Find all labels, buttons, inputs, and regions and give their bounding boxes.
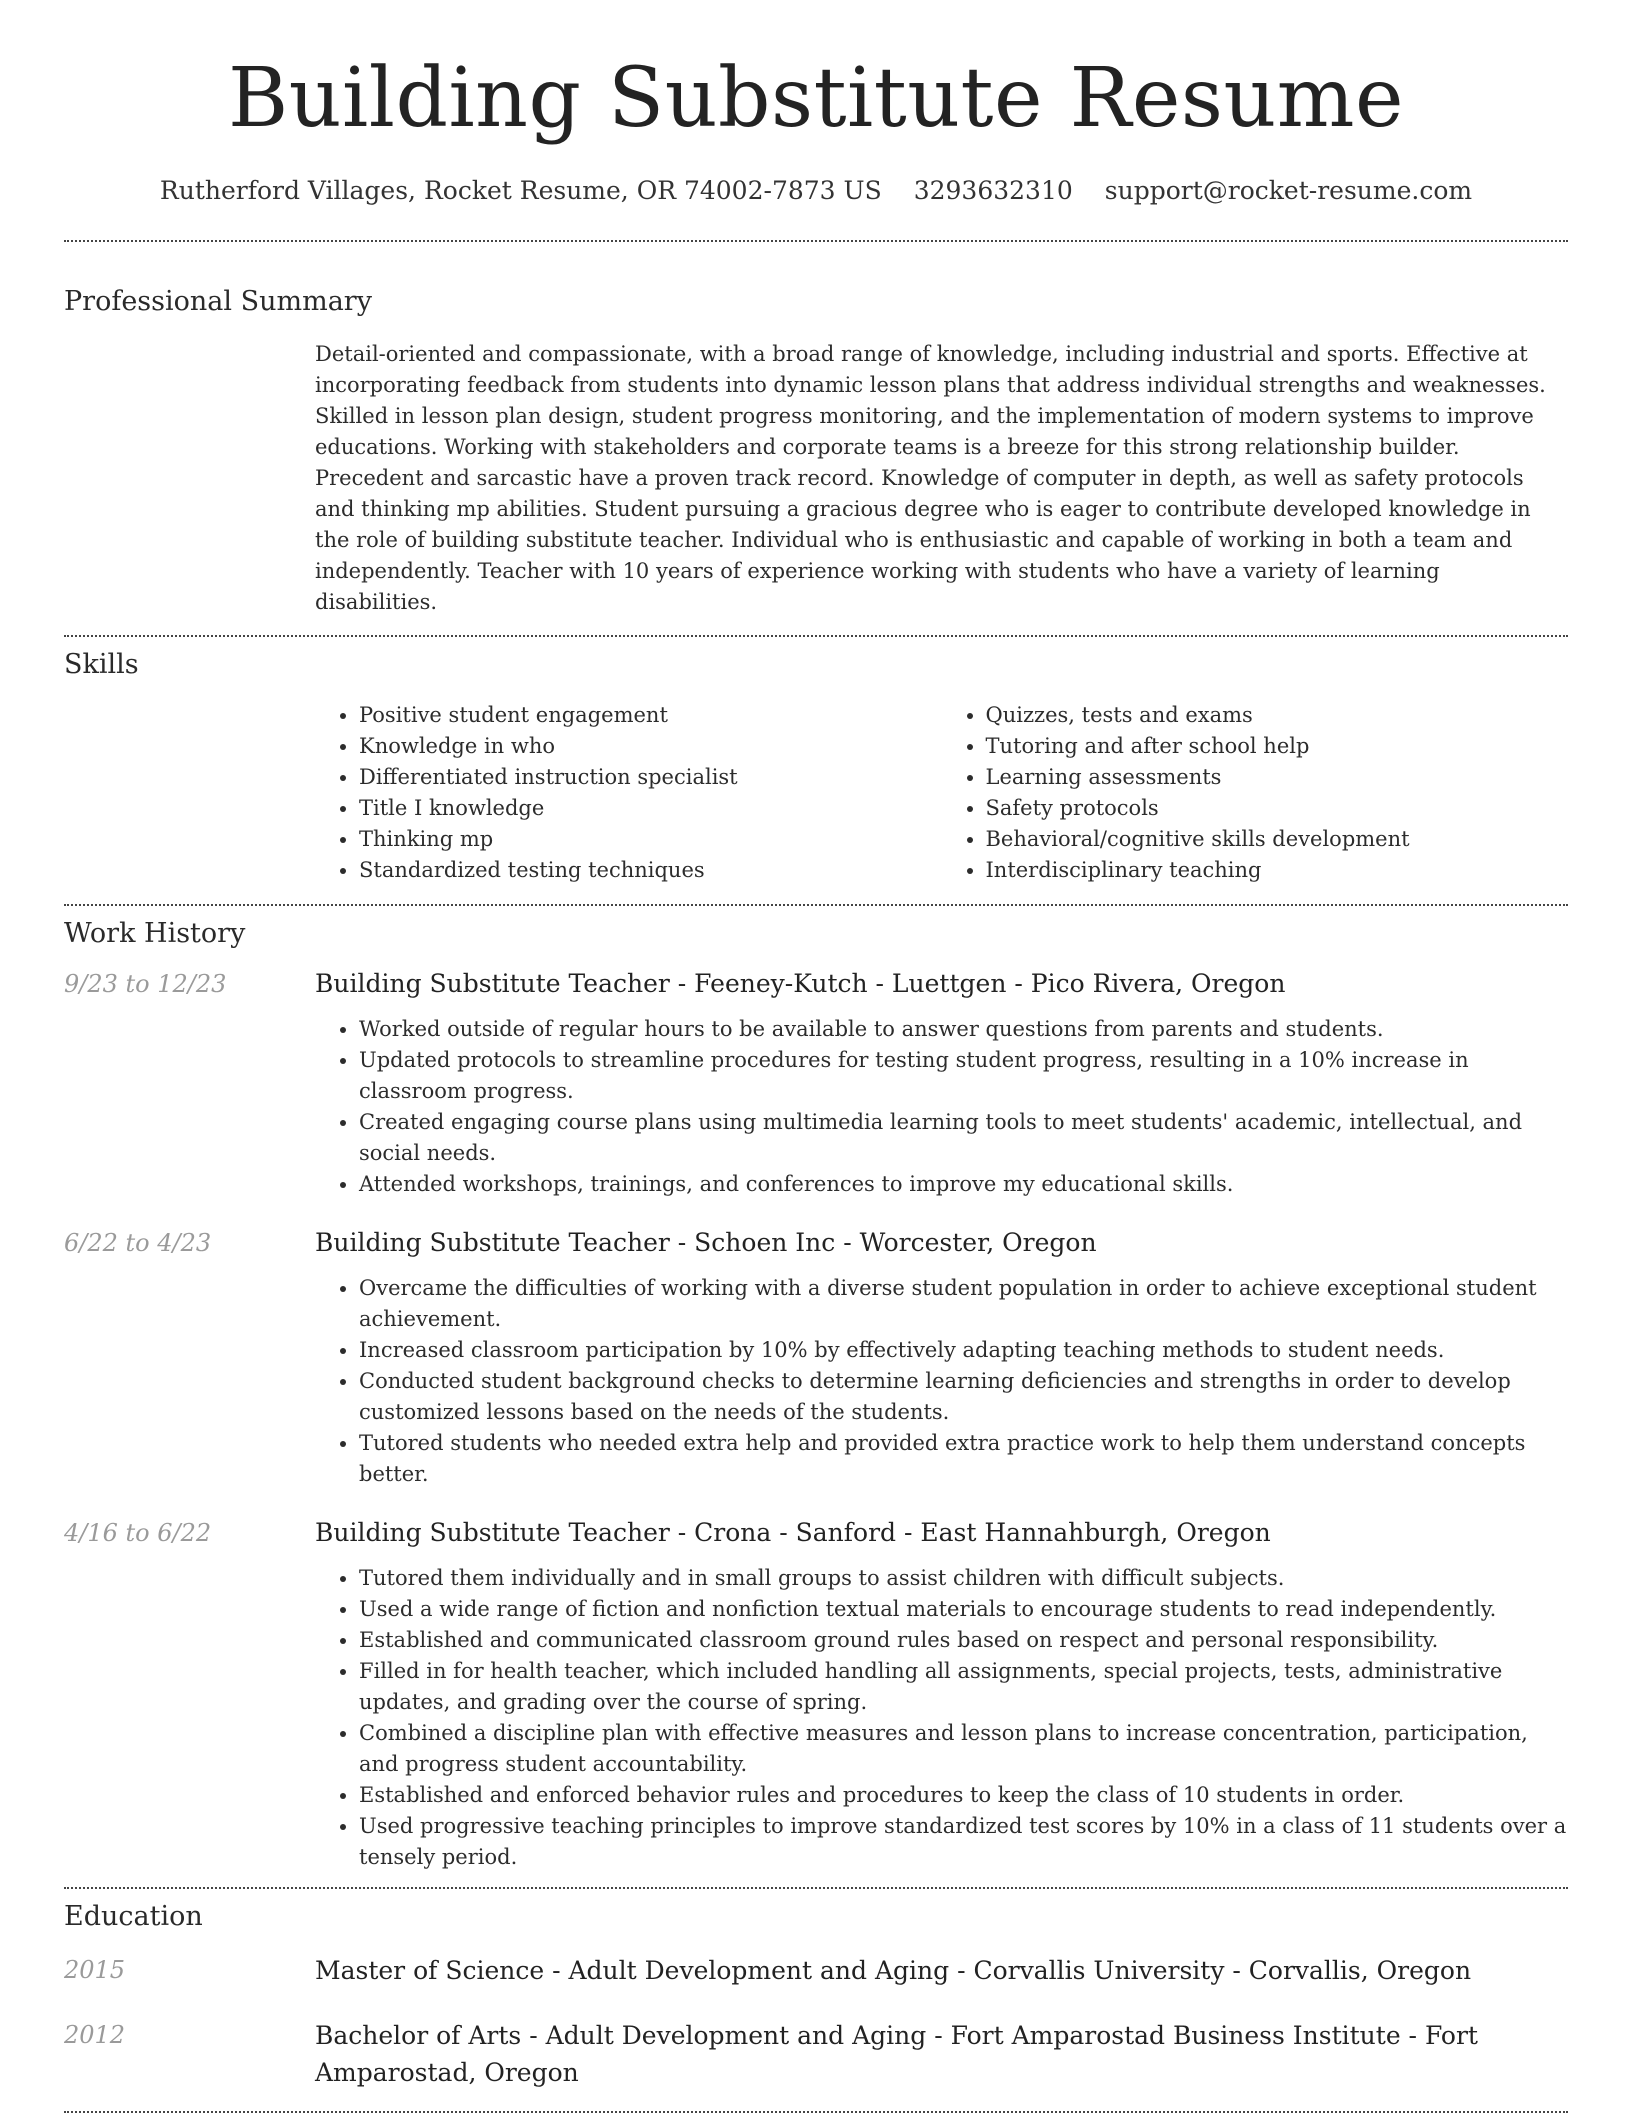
contact-address: Rutherford Villages, Rocket Resume, OR 74002-7873 US [159,176,882,205]
skill-item: • Tutoring and after school help [986,731,1569,762]
contact-email: support@rocket-resume.com [1104,176,1473,205]
job-bullets [315,1273,1568,1490]
skill-item: • Behavioral/cognitive skills development [986,824,1569,855]
job-bullet: • Worked outside of regular hours to be available to answer questions from parents and students. [359,1014,1568,1045]
job-bullet: • Established and enforced behavior rules and procedures to keep the class of 10 students in order. [359,1780,1568,1811]
section-title-summary: Professional Summary [64,286,372,317]
skills-row [64,700,1568,886]
section-title-work: Work History [64,918,246,949]
skill-item: • Positive student engagement [359,700,942,731]
job-bullet: • Used a wide range of fiction and nonfiction textual materials to encourage students to read independently. [359,1594,1568,1625]
education-year: 2012 [64,2021,126,2049]
skill-item: • Interdisciplinary teaching [986,855,1569,886]
skill-item: • Differentiated instruction specialist [359,762,942,793]
job-bullet: • Tutored students who needed extra help and provided extra practice work to help them understand concepts better. [359,1428,1568,1490]
education-entry [64,1952,1568,1989]
summary-row [64,339,1568,618]
job-date: 6/22 to 4/23 [64,1229,212,1257]
job-bullet: • Created engaging course plans using multimedia learning tools to meet students' academic, intellectual, and social needs. [359,1107,1568,1169]
divider [64,1887,1568,1889]
skill-item: • Safety protocols [986,793,1569,824]
education-degree: Bachelor of Arts - Adult Development and Aging - Fort Amparostad Business Institute - Fort Amparostad, Oregon [315,2021,1478,2087]
section-title-education: Education [64,1901,203,1932]
skill-item: • Quizzes, tests and exams [986,700,1569,731]
job-bullet: • Combined a discipline plan with effective measures and lesson plans to increase concentration, participation, and progress student accountability. [359,1718,1568,1780]
education-list [64,1952,1568,2091]
job-title: Building Substitute Teacher - Schoen Inc - Worcester, Oregon [315,1228,1097,1257]
section-title-skills: Skills [64,649,139,680]
contact-line [64,176,1568,205]
education-year: 2015 [64,1956,126,1984]
job-entry [64,1516,1568,1873]
job-bullets [315,1563,1568,1873]
resume-title: Building Substitute Resume [227,51,1405,146]
skill-item: • Thinking mp [359,824,942,855]
skills-list-right [942,700,1569,886]
job-bullet: • Filled in for health teacher, which included handling all assignments, special projects, tests, administrative updates, and grading over the course of spring. [359,1656,1568,1718]
divider [64,240,1568,242]
skill-item: • Knowledge in who [359,731,942,762]
skill-item: • Standardized testing techniques [359,855,942,886]
job-date: 9/23 to 12/23 [64,970,227,998]
job-bullet: • Tutored them individually and in small groups to assist children with difficult subjects. [359,1563,1568,1594]
job-entry [64,967,1568,1200]
job-title: Building Substitute Teacher - Feeney-Kutch - Luettgen - Pico Rivera, Oregon [315,969,1286,998]
contact-phone: 3293632310 [913,176,1073,205]
job-bullet: • Increased classroom participation by 10% by effectively adapting teaching methods to student needs. [359,1335,1568,1366]
job-entry [64,1226,1568,1490]
job-bullet: • Updated protocols to streamline procedures for testing student progress, resulting in a 10% increase in classroom progress. [359,1045,1568,1107]
skills-list-left [315,700,942,886]
job-bullet: • Attended workshops, trainings, and conferences to improve my educational skills. [359,1169,1568,1200]
education-degree: Master of Science - Adult Development and Aging - Corvallis University - Corvallis, Oregon [315,1956,1472,1985]
work-history-list [64,967,1568,1873]
job-bullet: • Overcame the difficulties of working with a diverse student population in order to achieve exceptional student achievement. [359,1273,1568,1335]
divider [64,904,1568,906]
skill-item: • Learning assessments [986,762,1569,793]
job-date: 4/16 to 6/22 [64,1519,212,1547]
job-bullet: • Established and communicated classroom ground rules based on respect and personal responsibility. [359,1625,1568,1656]
job-bullet: • Used progressive teaching principles to improve standardized test scores by 10% in a class of 11 students over a tensely period. [359,1811,1568,1873]
job-title: Building Substitute Teacher - Crona - Sanford - East Hannahburgh, Oregon [315,1518,1271,1547]
divider [64,635,1568,637]
summary-text: Detail-oriented and compassionate, with a broad range of knowledge, including industrial and sports. Effective at incorporating feedback from students into dynamic lesson plans that address individual strengths and weaknesses. Skilled in lesson plan design, student progress monitoring, and the implementation of modern systems to improve educations. Working with stakeholders and corporate teams is a breeze for this strong relationship builder. Precedent and sarcastic have a proven track record. Knowledge of computer in depth, as well as safety protocols and thinking mp abilities. Student pursuing a gracious degree who is eager to contribute developed knowledge in the role of building substitute teacher. Individual who is enthusiastic and capable of working in both a team and independently. Teacher with 10 years of experience working with students who have a variety of learning disabilities. [315,342,1546,614]
job-bullets [315,1014,1568,1200]
skill-item: • Title I knowledge [359,793,942,824]
education-entry [64,2017,1568,2091]
job-bullet: • Conducted student background checks to determine learning deficiencies and strengths in order to develop customized lessons based on the needs of the students. [359,1366,1568,1428]
